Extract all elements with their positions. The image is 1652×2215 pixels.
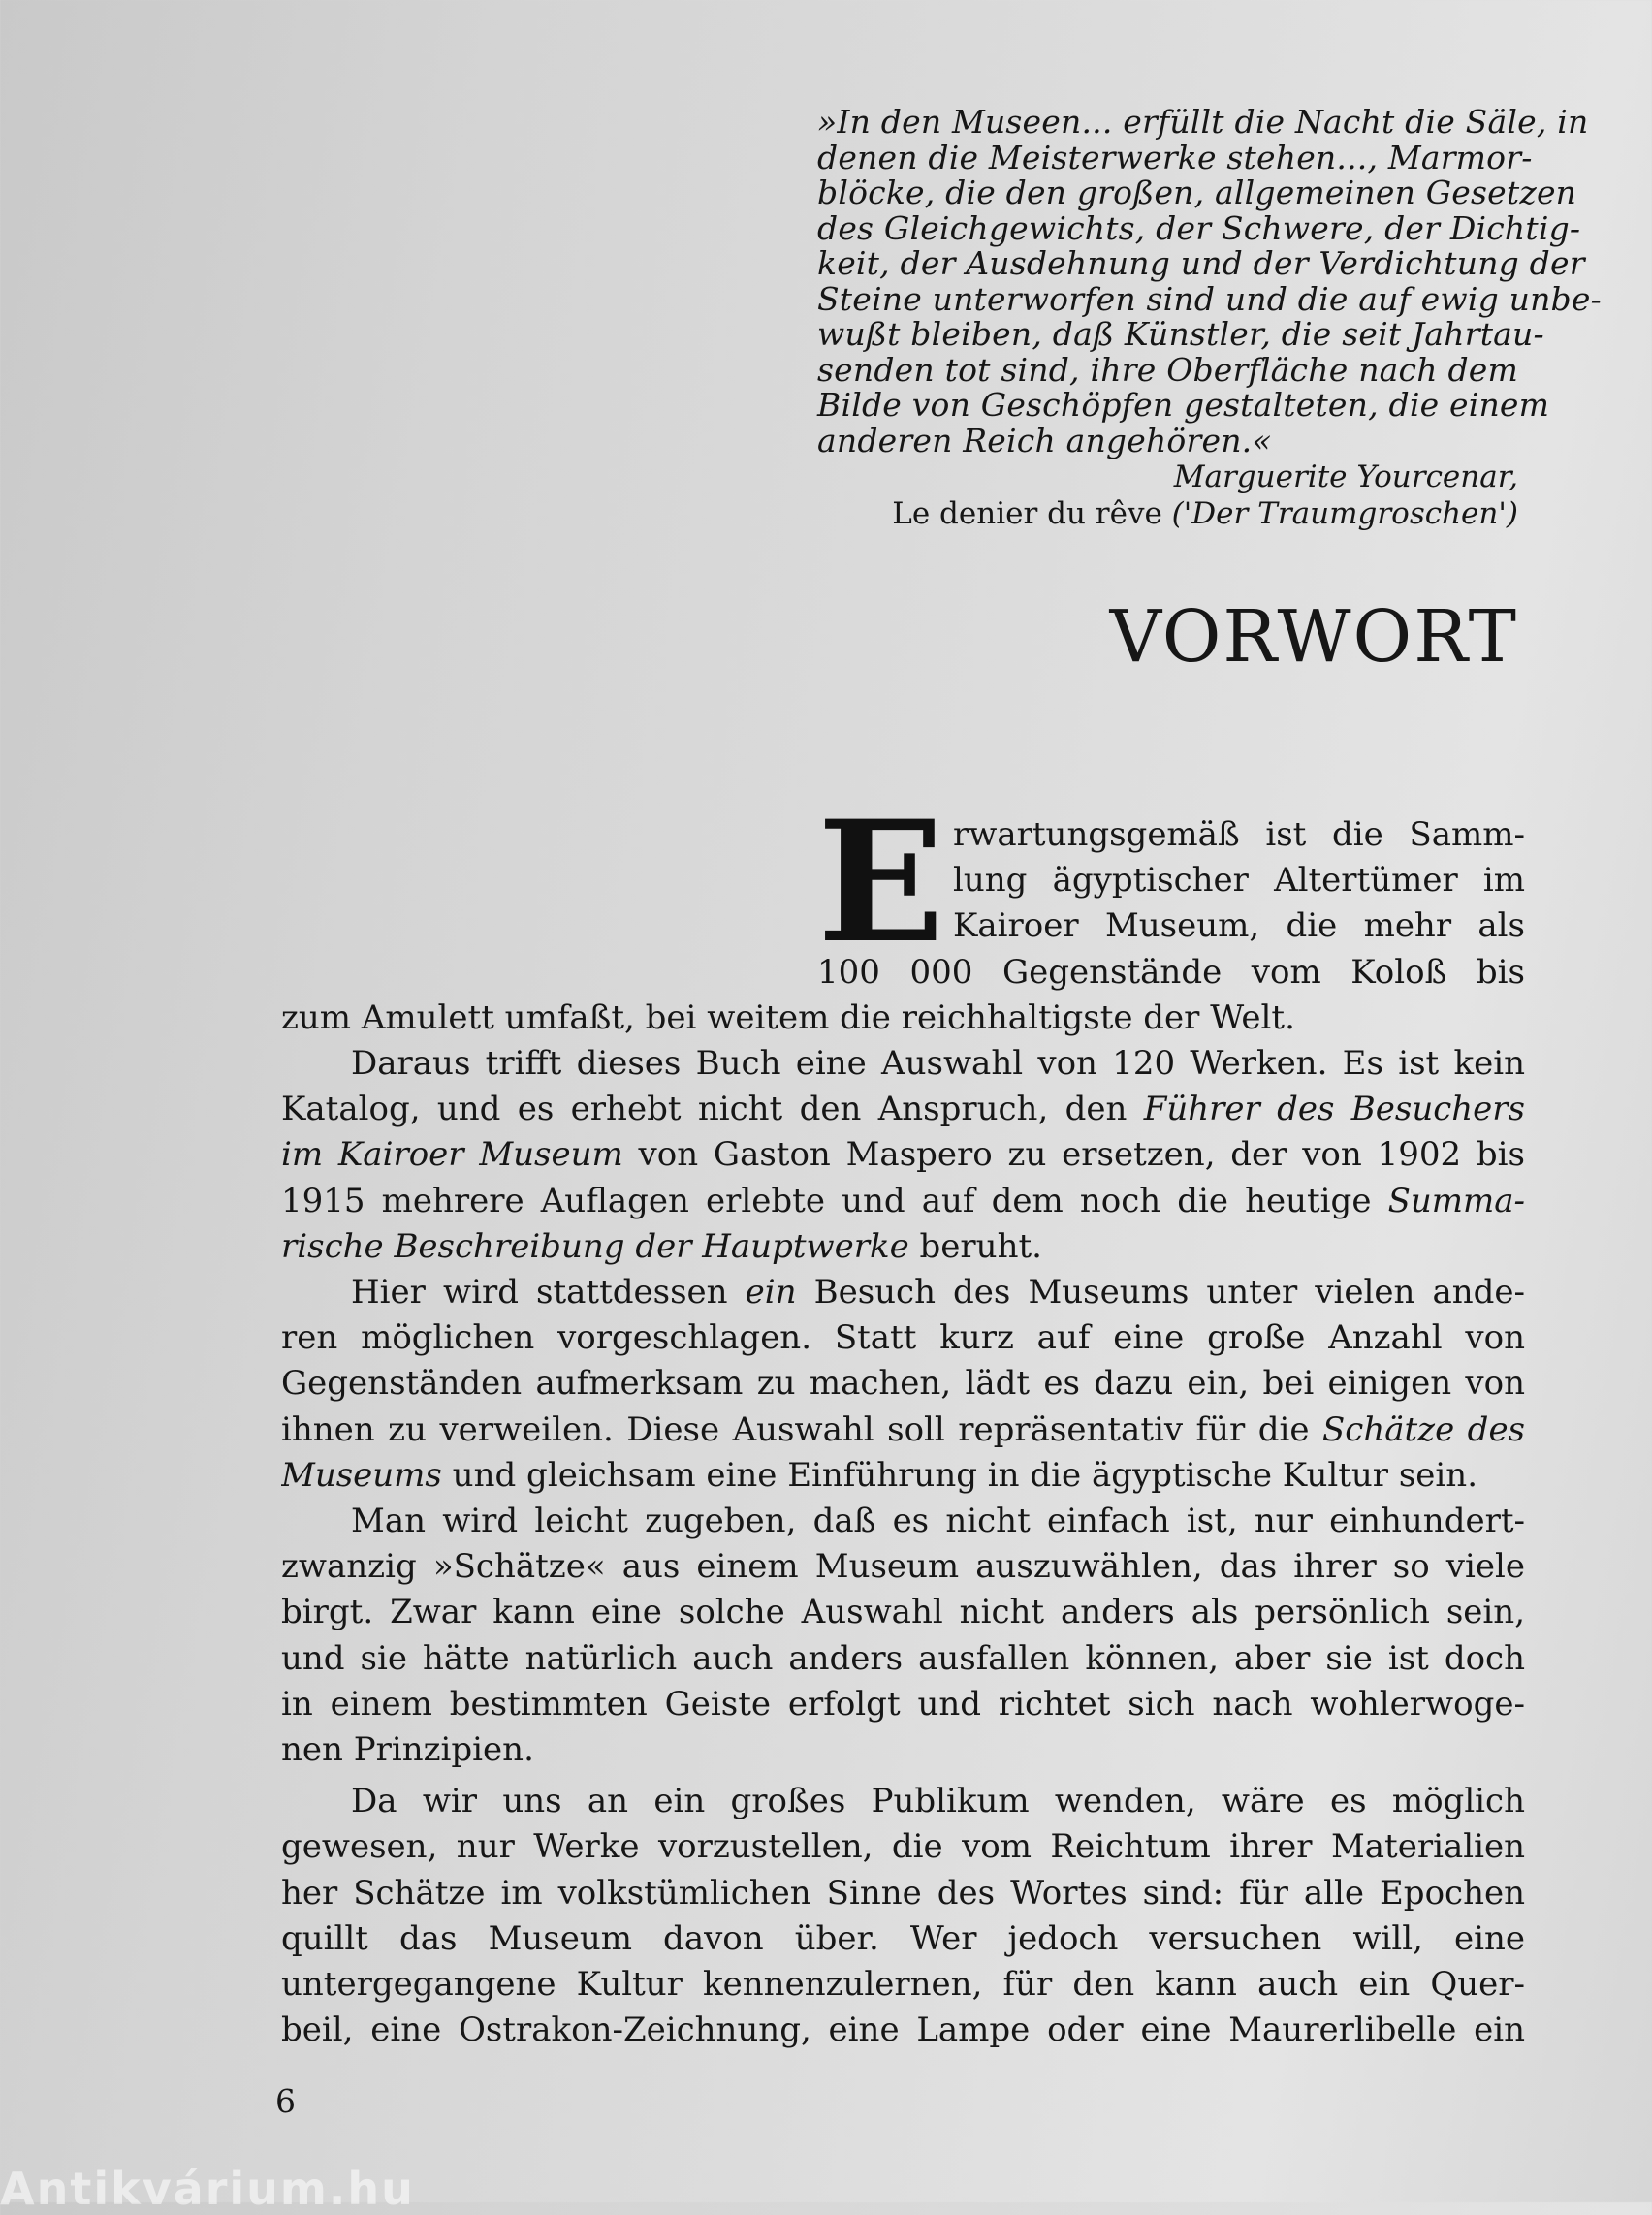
epigraph-line: »In den Museen... erfüllt die Nacht die Säle, in [817, 103, 1589, 141]
body-text-run: 1915 mehrere Auflagen erlebte und auf dem noch die heutige [281, 1181, 1388, 1220]
body-line [281, 1408, 1525, 1453]
body-line [281, 1453, 1525, 1499]
epigraph-line: wußt bleiben, daß Künstler, die seit Jahrtau- [817, 315, 1544, 353]
body-line: Gegenständen aufmerksam zu machen, lädt es dazu ein, bei einigen von [281, 1364, 1525, 1404]
epigraph-line: senden tot sind, ihre Oberfläche nach dem [817, 350, 1518, 389]
body-text-run: Katalog, und es erhebt nicht den Anspruch, den [281, 1090, 1144, 1129]
watermark: Antikvárium.hu [0, 2163, 415, 2215]
body-text [281, 783, 1525, 2053]
body-line: birgt. Zwar kann eine solche Auswahl nicht anders als persönlich sein, [281, 1593, 1525, 1632]
body-text-italic: ein [745, 1273, 797, 1313]
body-line: quillt das Museum davon über. Wer jedoch versuchen will, eine [281, 1918, 1525, 1958]
body-text-italic: rische Beschreibung der Hauptwerke [281, 1226, 909, 1266]
body-line: nen Prinzipien. [281, 1730, 534, 1770]
epigraph-line: Steine unterworfen sind und die auf ewig unbe- [817, 279, 1602, 318]
body-line: und sie hätte natürlich auch anders ausfallen können, aber sie ist doch [281, 1638, 1525, 1678]
chapter-title: VORWORT [1109, 595, 1518, 679]
epigraph-line: anderen Reich angehören.« [817, 421, 1272, 459]
body-line [281, 1224, 1525, 1270]
body-line [281, 1132, 1525, 1178]
epigraph-work-title: Le denier du rêve [892, 496, 1162, 531]
body-text-italic: Museums [281, 1455, 442, 1495]
epigraph-work-translation: ('Der Traumgroschen') [1171, 496, 1518, 531]
drop-cap: E [817, 783, 945, 980]
body-line [281, 1179, 1525, 1224]
body-line: zwanzig »Schätze« aus einem Museum auszuwählen, das ihrer so viele [281, 1547, 1525, 1587]
body-line [281, 1270, 1525, 1315]
body-line: gewesen, nur Werke vorzustellen, die vom Reichtum ihrer Materialien [281, 1827, 1525, 1867]
body-line: in einem bestimmten Geiste erfolgt und richtet sich nach wohlerwoge- [281, 1684, 1525, 1724]
epigraph-author: Marguerite Yourcenar, [1173, 459, 1518, 494]
body-text-italic: Summa- [1387, 1181, 1525, 1220]
body-text-run: Hier wird stattdessen [351, 1273, 746, 1313]
body-line: Man wird leicht zugeben, daß es nicht einfach ist, nur einhundert- [351, 1502, 1525, 1541]
page-number: 6 [275, 2082, 296, 2120]
body-line: Daraus trifft dieses Buch eine Auswahl von 120 Werken. Es ist kein [351, 1044, 1525, 1084]
body-line [281, 1087, 1525, 1132]
epigraph-line: denen die Meisterwerke stehen..., Marmor- [817, 138, 1533, 176]
epigraph-line: keit, der Ausdehnung und der Verdichtung der [817, 244, 1585, 282]
body-line: Kairoer Museum, die mehr als [953, 906, 1525, 946]
body-text-italic: Schätze des [1322, 1409, 1525, 1449]
epigraph-line: blöcke, die den großen, allgemeinen Gesetzen [817, 174, 1577, 211]
epigraph-quote [817, 103, 1602, 459]
body-line: lung ägyptischer Altertümer im [953, 861, 1525, 901]
body-line: Da wir uns an ein großes Publikum wenden, wäre es möglich [351, 1782, 1525, 1821]
body-line: beil, eine Ostrakon-Zeichnung, eine Lampe oder eine Maurerlibelle ein [281, 2010, 1525, 2050]
body-text-run: von Gaston Maspero zu ersetzen, der von 1902 bis [622, 1135, 1525, 1175]
epigraph-line: Bilde von Geschöpfen gestalteten, die einem [817, 386, 1550, 424]
body-line: her Schätze im volkstümlichen Sinne des Wortes sind: für alle Epochen [281, 1873, 1525, 1913]
body-text-italic: Führer des Besuchers [1143, 1090, 1525, 1129]
body-line: rwartungsgemäß ist die Samm- [953, 815, 1525, 854]
body-line: zum Amulett umfaßt, bei weitem die reichhaltigste der Welt. [281, 997, 1295, 1037]
body-text-run: beruht. [908, 1226, 1042, 1266]
epigraph-attribution [817, 459, 1518, 532]
epigraph-work [817, 495, 1518, 532]
body-text-run: und gleichsam eine Einführung in die ägyptische Kultur sein. [441, 1455, 1478, 1495]
body-text-run: ihnen zu verweilen. Diese Auswahl soll repräsentativ für die [281, 1409, 1322, 1449]
body-text-italic: im Kairoer Museum [281, 1135, 623, 1175]
epigraph-line: des Gleichgewichts, der Schwere, der Dichtig- [817, 208, 1581, 247]
body-line: untergegangene Kultur kennenzulernen, für den kann auch ein Quer- [281, 1965, 1525, 2005]
body-text-run: Besuch des Museums unter vielen ande- [796, 1273, 1525, 1313]
body-line: ren möglichen vorgeschlagen. Statt kurz auf eine große Anzahl von [281, 1318, 1525, 1358]
body-line: 100 000 Gegenstände vom Koloß bis [817, 952, 1525, 992]
